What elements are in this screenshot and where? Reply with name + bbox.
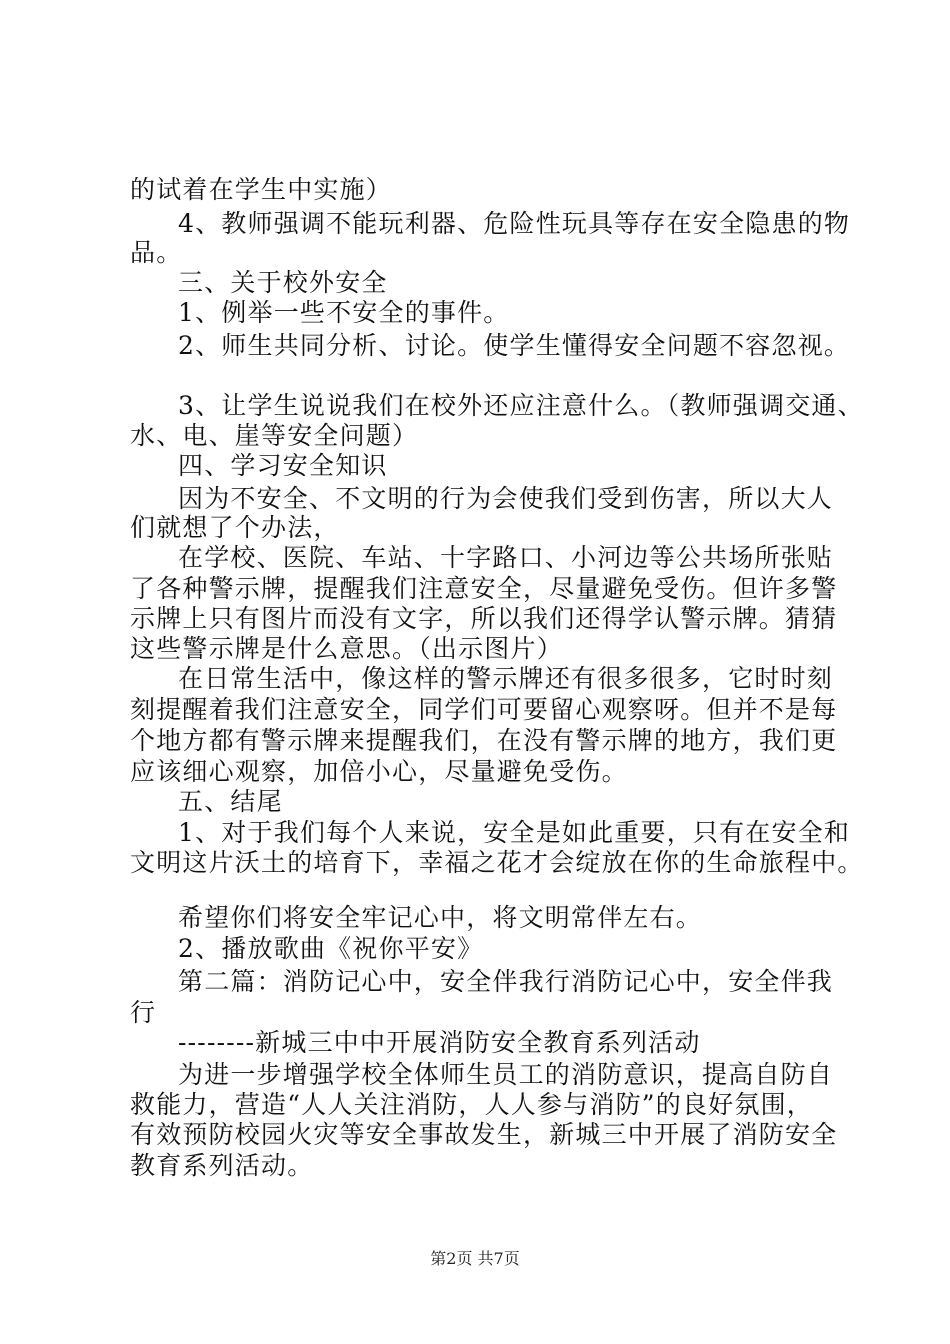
- text-line: 示牌上只有图片而没有文字，所以我们还得学认警示牌。猜猜: [130, 604, 838, 633]
- text-line: 们就想了个办法，: [130, 513, 340, 542]
- text-line: 了各种警示牌，提醒我们注意安全，尽量避免受伤。但许多警: [130, 574, 838, 603]
- text-line: 为进一步增强学校全体师生员工的消防意识，提高自防自: [178, 1060, 834, 1089]
- text-line: 因为不安全、不文明的行为会使我们受到伤害，所以大人: [178, 484, 834, 513]
- section-title: 行: [130, 998, 157, 1027]
- section-heading: 三、关于校外安全: [178, 268, 388, 297]
- text-line: 文明这片沃土的培育下，幸福之花才会绽放在你的生命旅程中。: [130, 848, 864, 877]
- text-line: 2、播放歌曲《祝你平安》: [178, 934, 484, 963]
- section-heading: 四、学习安全知识: [178, 451, 388, 480]
- text-line: 救能力，营造“人人关注消防，人人参与消防”的良好氛围，: [130, 1090, 813, 1119]
- text-line: 在日常生活中，像这样的警示牌还有很多很多，它时时刻: [178, 664, 834, 693]
- text-line: 品。: [130, 238, 183, 267]
- text-line: 2、师生共同分析、讨论。使学生懂得安全问题不容忽视。: [178, 331, 851, 360]
- text-line: 这些警示牌是什么意思。（出示图片）: [130, 634, 563, 663]
- text-line: 4、教师强调不能玩利器、危险性玩具等存在安全隐患的物: [178, 209, 851, 238]
- text-line: 希望你们将安全牢记心中，将文明常伴左右。: [178, 903, 703, 932]
- text-line: 个地方都有警示牌来提醒我们，在没有警示牌的地方，我们更: [130, 726, 838, 755]
- text-line: 水、电、崖等安全问题）: [130, 421, 419, 450]
- text-line: 应该细心观察，加倍小心，尽量避免受伤。: [130, 757, 628, 786]
- subtitle-line: --------新城三中中开展消防安全教育系列活动: [178, 1028, 701, 1057]
- text-line: 1、例举一些不安全的事件。: [178, 298, 510, 327]
- text-line: 1、对于我们每个人来说，安全是如此重要，只有在安全和: [178, 818, 851, 847]
- section-title: 第二篇：消防记心中，安全伴我行消防记心中，安全伴我: [178, 967, 834, 996]
- text-line: 刻提醒着我们注意安全，同学们可要留心观察呀。但并不是每: [130, 695, 838, 724]
- text-line: 3、让学生说说我们在校外还应注意什么。（教师强调交通、: [178, 391, 864, 420]
- text-line: 在学校、医院、车站、十字路口、小河边等公共场所张贴: [178, 543, 834, 572]
- section-heading: 五、结尾: [178, 787, 283, 816]
- text-line: 的试着在学生中实施）: [130, 175, 393, 204]
- text-line: 教育系列活动。: [130, 1151, 314, 1180]
- page-footer: 第2页 共7页: [430, 1249, 520, 1268]
- text-line: 有效预防校园火灾等安全事故发生，新城三中开展了消防安全: [130, 1120, 838, 1149]
